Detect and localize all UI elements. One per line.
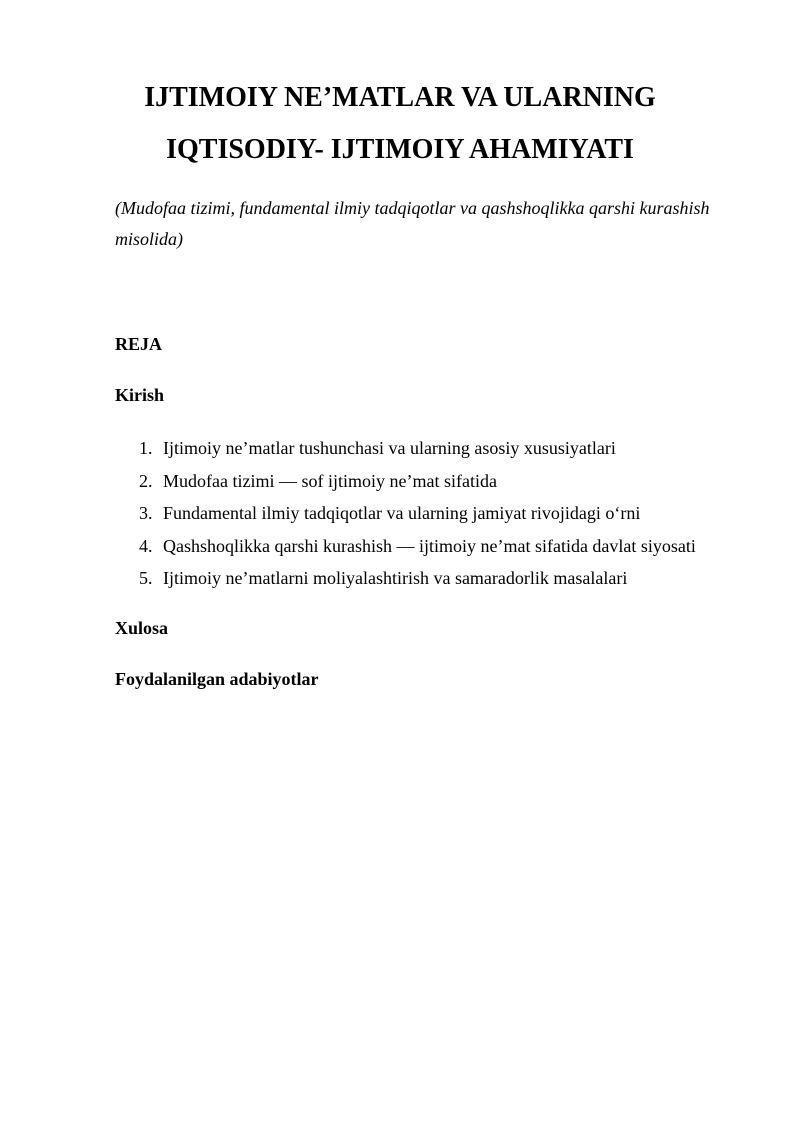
- plan-item-number: 1.: [139, 438, 153, 458]
- plan-list-item: [139, 465, 696, 498]
- plan-list-item: [139, 562, 696, 595]
- intro-heading: Kirish: [115, 385, 165, 405]
- plan-list-item: [139, 432, 696, 465]
- plan-list-item: [139, 497, 696, 530]
- document-title: [100, 72, 700, 176]
- plan-item-number: 2.: [139, 470, 153, 491]
- plan-list: [139, 432, 696, 595]
- references-heading: Foydalanilgan adabiyotlar: [115, 669, 319, 689]
- plan-list-item: [139, 530, 696, 563]
- plan-item-number: 5.: [139, 568, 153, 588]
- plan-item-text: Fundamental ilmiy tadqiqotlar va ularning jamiyat rivojidagi o‘rni: [163, 503, 641, 523]
- document-subtitle: (Mudofaa tizimi, fundamental ilmiy tadqiqotlar va qashshoqlikka qarshi kurashish misolida): [115, 198, 710, 249]
- conclusion-heading: Xulosa: [115, 618, 169, 638]
- plan-item-text: Ijtimoiy ne’matlarni moliyalashtirish va samaradorlik masalalari: [163, 568, 628, 588]
- title-line-2: IQTISODIY- IJTIMOIY AHAMIYATI: [166, 134, 634, 165]
- plan-item-text: Ijtimoiy ne’matlar tushunchasi va ularning asosiy xususiyatlari: [163, 438, 616, 458]
- title-line-1: IJTIMOIY NE’MATLAR VA ULARNING: [144, 82, 656, 113]
- plan-item-number: 3.: [139, 503, 153, 523]
- plan-heading: REJA: [115, 334, 163, 354]
- plan-item-text: Mudofaa tizimi — sof ijtimoiy ne’mat sifatida: [163, 470, 497, 491]
- plan-item-number: 4.: [139, 535, 153, 556]
- plan-item-text: Qashshoqlikka qarshi kurashish — ijtimoiy ne’mat sifatida davlat siyosati: [163, 535, 696, 556]
